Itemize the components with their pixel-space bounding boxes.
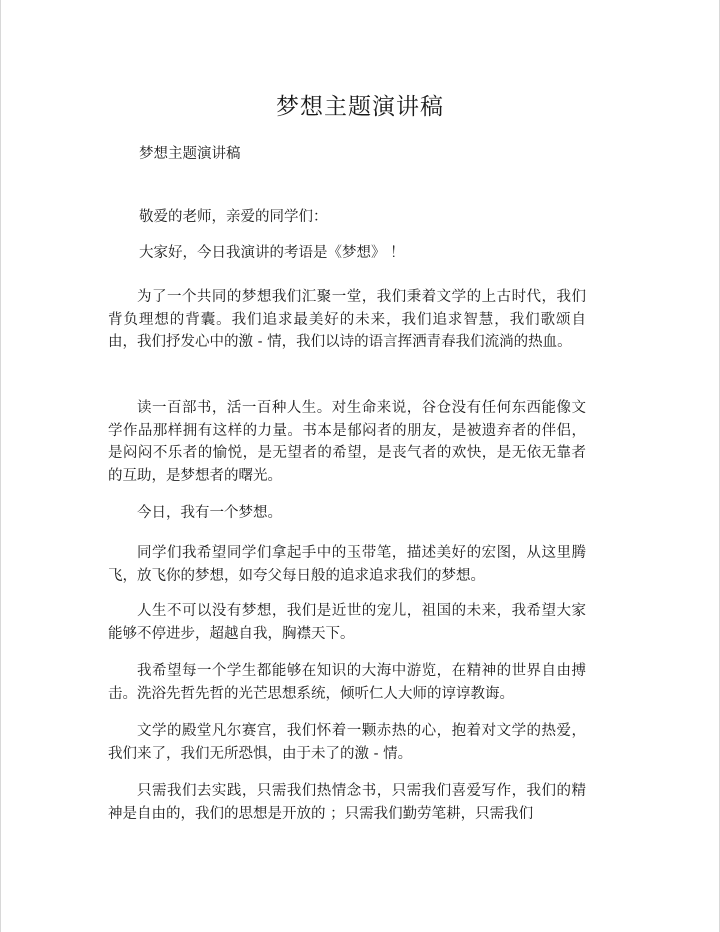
paragraph: 我希望每一个学生都能够在知识的大海中游览，在精神的世界自由搏击。洗浴先哲先哲的光芒思想系统，倾听仁人大师的谆谆教诲。 — [108, 663, 586, 702]
paragraph: 人生不可以没有梦想，我们是近世的宠儿，祖国的未来，我希望大家能够不停进步，超越自我，胸襟天下。 — [108, 603, 586, 642]
document-title: 梦想主题演讲稿 — [276, 94, 444, 120]
paragraph: 文学的殿堂凡尔赛宫，我们怀着一颗赤热的心，抱着对文学的热爱，我们来了，我们无所恐惧，由于未了的激 - 情。 — [108, 723, 586, 762]
opening-line: 大家好，今日我演讲的考语是《梦想》 ！ — [139, 245, 405, 261]
document-subtitle: 梦想主题演讲稿 — [139, 146, 241, 162]
greeting: 敬爱的老师，亲爱的同学们： — [139, 209, 328, 225]
paragraph: 只需我们去实践，只需我们热情念书，只需我们喜爱写作，我们的精神是自由的，我们的思想是开放的 ；只需我们勤劳笔耕，只需我们 — [108, 783, 586, 822]
paragraph: 同学们我希望同学们拿起手中的玉带笔，描述美好的宏图，从这里腾飞，放飞你的梦想，如夸父每日般的追求追求我们的梦想。 — [108, 545, 586, 584]
paragraph: 为了一个共同的梦想我们汇聚一堂，我们秉着文学的上古时代，我们背负理想的背囊。我们追求最美好的未来，我们追求智慧，我们歌颂自由，我们抒发心中的激 - 情，我们以诗的语言挥洒青春我们流淌的热血。 — [108, 289, 586, 350]
paragraph: 今日，我有一个梦想。 — [137, 505, 282, 521]
paragraph: 读一百部书，活一百种人生。对生命来说，谷仓没有任何东西能像文学作品那样拥有这样的力量。书本是郁闷者的朋友，是被遗弃者的伴侣，是闷闷不乐者的愉悦，是无望者的希望，是丧气者的欢快，是无依无靠者的互助，是梦想者的曙光。 — [108, 400, 586, 484]
